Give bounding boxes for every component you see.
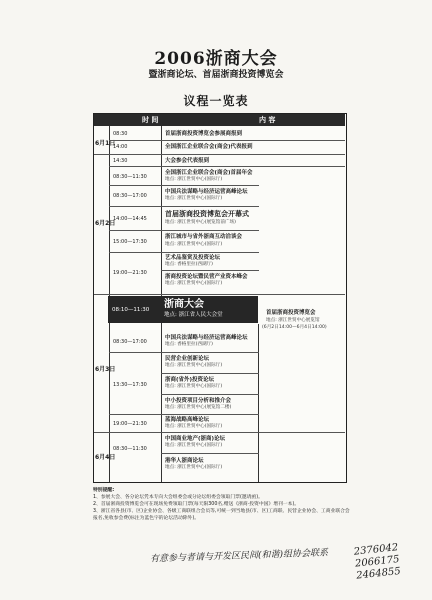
time-cell: 08:30—11:30	[113, 446, 147, 452]
row-line	[109, 352, 259, 353]
event-cell: 蓝海战略高峰论坛	[165, 417, 210, 423]
row-line	[109, 230, 259, 231]
header-content: 内 容	[259, 116, 276, 124]
row-line	[161, 394, 259, 395]
phone-number: 2066175	[354, 554, 401, 570]
expo-hours: (6月2日14:00—6月4日14:00)	[262, 325, 327, 330]
note-item: 1、参展大会、各分论坛凭本专向大会组委会或分论坛组委会领取门票(邀请函)。	[93, 495, 263, 500]
note-item: 3、浙江省各县(市、区)企业协会、各级工商联组合会员等,可统一到当地县(市、区)工商联、民营企业协会、工商业联合会报名,免收参会费(标注为蓝色字的论坛活动除外)。	[93, 509, 350, 521]
phone-number: 2376042	[353, 542, 399, 558]
venue-cell: 地点: 浙江世贸中心(国际厅)	[165, 424, 223, 429]
event-cell: 首届浙商投资博览会开幕式	[165, 210, 249, 218]
event-cell: 大会参会代表报到	[165, 158, 210, 164]
notes-label: 特别提醒:	[93, 488, 115, 493]
handwritten-note: 有意参与者请与开发区民间(和谐)组协会联系	[149, 548, 329, 565]
row-line	[109, 414, 259, 415]
event-cell: 全国浙江企业联合会(商会)首届年会	[165, 170, 253, 176]
handwritten-phones	[353, 539, 426, 582]
date-day3: 6月3日	[95, 366, 116, 373]
row-line	[94, 432, 345, 433]
row-line	[109, 206, 259, 207]
divider	[258, 324, 259, 482]
event-cell: 民营企业创新论坛	[165, 356, 210, 362]
time-cell: 08:30—11:30	[113, 174, 147, 180]
venue-cell: 地点: 香格里拉(西湖厅)	[165, 262, 213, 267]
main-event-time: 08:10—11:30	[112, 307, 150, 313]
row-line	[109, 252, 259, 253]
time-cell: 19:00—21:30	[113, 270, 147, 276]
event-cell: 中国商业地产(浙商)论坛	[165, 436, 226, 442]
event-cell: 浙商投资论坛暨民营产业资本峰会	[165, 274, 248, 280]
main-event-block	[108, 296, 258, 323]
expo-title: 首届浙商投资博览会	[266, 310, 316, 316]
venue-cell: 地点: 浙江世贸中心(国际厅)	[165, 465, 223, 470]
venue-cell: 地点: 浙江世贸中心(国际厅)	[165, 196, 223, 201]
row-line	[161, 270, 259, 271]
time-cell: 14:00—14:45	[113, 216, 147, 222]
main-event-title: 浙商大会	[164, 299, 204, 310]
venue-cell: 地点: 浙江世贸中心(国际厅)	[165, 363, 223, 368]
event-cell: 中国兵法谋略与经济运营高峰论坛	[165, 335, 248, 341]
time-cell: 15:00—17:30	[113, 239, 147, 245]
time-cell: 14:00	[113, 144, 128, 150]
schedule-heading: 议程一览表	[183, 94, 249, 108]
row-line	[109, 140, 345, 141]
date-day4: 6月4日	[95, 454, 116, 461]
venue-cell: 地点: 浙江世贸中心(国际厅)	[165, 384, 223, 389]
main-event-venue: 地点: 浙江省人民大会堂	[164, 312, 223, 318]
notes-section	[93, 487, 353, 522]
document-subtitle: 暨浙商论坛、首届浙商投资博览会	[148, 70, 284, 80]
time-cell: 08:30	[113, 131, 128, 137]
table-header	[94, 114, 345, 126]
row-line	[161, 453, 259, 454]
row-line	[161, 373, 259, 374]
header-time: 时 间	[142, 116, 159, 124]
event-cell: 港华人浙商论坛	[165, 458, 204, 464]
venue-cell: 地点: 浙江世贸中心(展览馆二楼)	[165, 405, 232, 410]
time-cell: 14:30	[113, 158, 128, 164]
row-line	[94, 154, 345, 155]
note-item: 2、首届浙商投资博览会可在现场免费领取门票(每天限300名,赠送《浙商·投资中国》增刊一本)。	[93, 502, 300, 507]
event-cell: 中国兵法谋略与经济运营高峰论坛	[165, 189, 248, 195]
event-cell: 首届浙商投资博览会参展商报到	[165, 131, 243, 137]
event-cell: 中小投资项目分析和推介会	[165, 398, 232, 404]
venue-cell: 地点: 浙江世贸中心(国际厅)	[165, 177, 223, 182]
event-cell: 浙商(省外)投资论坛	[165, 377, 215, 383]
event-cell: 浙江城市与省外浙商互动洽谈会	[165, 234, 243, 240]
venue-cell: 地点: 香格里拉(西湖厅)	[165, 342, 213, 347]
venue-cell: 地点: 浙江世贸中心(国际厅)	[165, 242, 223, 247]
time-cell: 08:30—17:00	[113, 193, 147, 199]
row-line	[94, 294, 345, 295]
document-title: 2006浙商大会	[154, 49, 278, 69]
row-line	[109, 185, 259, 186]
date-day2: 6月2日	[95, 220, 116, 227]
date-day1: 6月1日	[95, 140, 116, 147]
venue-cell: 地点: 浙江世贸中心(国际厅)	[165, 443, 223, 448]
row-line	[109, 166, 345, 167]
time-cell: 08:30—17:00	[113, 339, 147, 345]
time-cell: 19:00—21:30	[113, 421, 147, 427]
event-cell: 艺术品鉴赏及投资论坛	[165, 255, 221, 261]
time-cell: 13:30—17:30	[113, 382, 147, 388]
expo-venue: 地点: 浙江世贸中心展览馆	[266, 318, 320, 323]
phone-number: 2464855	[355, 565, 402, 582]
event-cell: 全国浙江企业联合会(商会)代表报到	[165, 144, 253, 150]
venue-cell: 地点: 浙江世贸中心(国际厅)	[165, 281, 223, 286]
venue-cell: 地点: 浙江世贸中心(展览馆前广场)	[165, 220, 236, 225]
